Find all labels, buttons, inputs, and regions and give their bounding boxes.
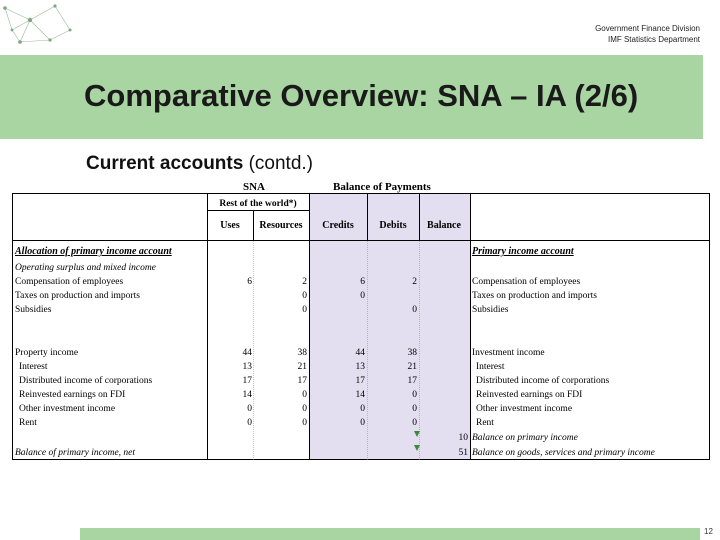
slide-subtitle (86, 153, 313, 175)
cell-debits: 0 (412, 404, 417, 414)
row-label-right: Investment income (472, 348, 545, 358)
sna-group-header: SNA (243, 181, 266, 193)
row-label-left: Rent (19, 418, 37, 428)
cell-balance: 51 (458, 448, 468, 458)
cell-uses: 13 (242, 362, 252, 372)
bop-group-header: Balance of Payments (333, 181, 431, 193)
row-label-right: Interest (476, 362, 505, 372)
cell-debits: 0 (412, 305, 417, 315)
cell-resources: 0 (302, 390, 307, 400)
left-section-heading: Allocation of primary income account (15, 246, 172, 257)
subtitle-rest: (contd.) (243, 153, 314, 174)
cell-credits: 13 (355, 362, 365, 372)
cell-resources: 21 (297, 362, 307, 372)
row-label-left: Balance of primary income, net (15, 448, 136, 458)
row-label-right: Balance on goods, services and primary income (472, 448, 655, 458)
row-label-right: Reinvested earnings on FDI (476, 390, 583, 400)
cell-resources: 0 (302, 418, 307, 428)
cell-debits: 0 (412, 418, 417, 428)
row-label-right: Distributed income of corporations (476, 376, 610, 386)
row-label-left: Reinvested earnings on FDI (19, 390, 126, 400)
col-header-resources: Resources (259, 220, 303, 231)
col-header-debits: Debits (379, 220, 407, 231)
row-label-left: Distributed income of corporations (19, 376, 153, 386)
cell-uses: 6 (247, 277, 252, 287)
cell-credits: 14 (355, 390, 365, 400)
cell-debits: 0 (412, 390, 417, 400)
cell-credits: 6 (360, 277, 365, 287)
row-label-right: Rent (476, 418, 494, 428)
organization-header (595, 23, 700, 45)
row-label-right: Subsidies (472, 305, 509, 315)
col-header-credits: Credits (322, 220, 354, 231)
row-label-left: Subsidies (15, 305, 52, 315)
cell-debits: 21 (407, 362, 417, 372)
cell-credits: 0 (360, 291, 365, 301)
header-rest-of-world: Rest of the world*) (219, 199, 297, 209)
row-label-left: Interest (19, 362, 48, 372)
cell-resources: 0 (302, 404, 307, 414)
col-header-balance: Balance (427, 220, 461, 231)
subtitle-bold: Current accounts (86, 153, 244, 174)
row-label-left: Property income (15, 348, 79, 358)
row-label-left: Taxes on production and imports (15, 291, 140, 301)
cell-credits: 0 (360, 418, 365, 428)
cell-resources: 2 (302, 277, 307, 287)
cell-credits: 44 (355, 348, 365, 358)
org-line-2: IMF Statistics Department (607, 35, 700, 44)
row-label-right: Balance on primary income (472, 433, 578, 443)
comparison-table (12, 193, 710, 460)
slide-title: Comparative Overview: SNA – IA (2/6) (84, 78, 639, 113)
bop-shading (309, 193, 470, 460)
row-label-left: Compensation of employees (15, 277, 124, 287)
cell-resources: 38 (297, 348, 307, 358)
cell-debits: 38 (407, 348, 417, 358)
cell-balance: 10 (458, 433, 468, 443)
col-header-uses: Uses (220, 220, 240, 231)
cell-credits: 17 (355, 376, 365, 386)
cell-debits: 2 (412, 277, 417, 287)
cell-credits: 0 (360, 404, 365, 414)
cell-uses: 17 (242, 376, 252, 386)
cell-debits: 17 (407, 376, 417, 386)
cell-uses: 0 (247, 404, 252, 414)
cell-resources: 0 (302, 291, 307, 301)
page-number: 12 (704, 527, 713, 536)
row-label-right: Compensation of employees (472, 277, 581, 287)
row-label-left: Other investment income (19, 404, 116, 414)
right-section-heading: Primary income account (472, 246, 574, 257)
row-label-right: Other investment income (476, 404, 573, 414)
row-label-left: Operating surplus and mixed income (15, 263, 156, 273)
footer-bar (80, 528, 700, 540)
cell-uses: 0 (247, 418, 252, 428)
org-line-1: Government Finance Division (595, 24, 700, 33)
network-logo-graphic (0, 0, 80, 54)
cell-uses: 14 (242, 390, 252, 400)
row-label-right: Taxes on production and imports (472, 291, 597, 301)
cell-resources: 17 (297, 376, 307, 386)
cell-uses: 44 (242, 348, 252, 358)
cell-resources: 0 (302, 305, 307, 315)
